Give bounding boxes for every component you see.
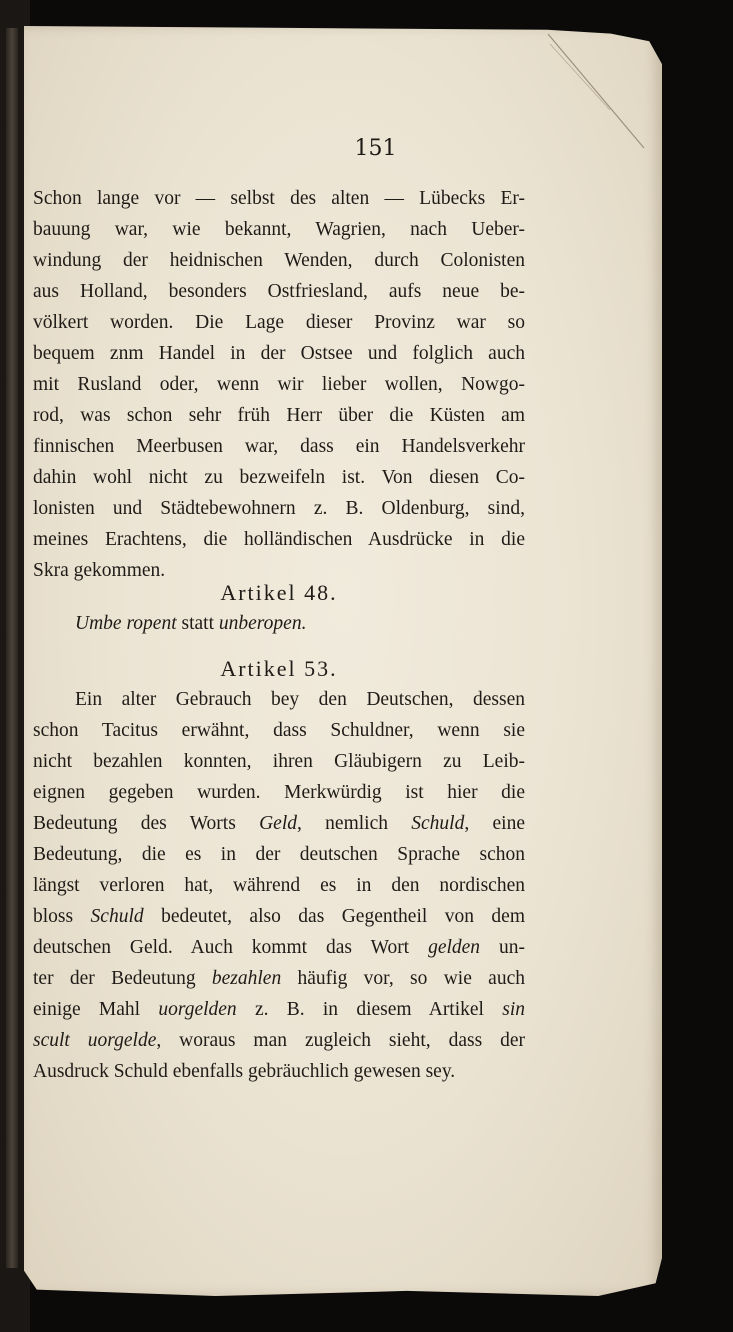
text-line: bequem znm Handel in der Ostsee und folglich auch [33,343,525,364]
text-line: mit Rusland oder, wenn wir lieber wollen, Nowgo- [33,374,525,395]
text-line: nicht bezahlen konnten, ihren Gläubigern zu Leib- [33,751,525,772]
text-span: deutschen Geld. Auch kommt das Wort [33,937,429,958]
text-line [33,608,525,639]
italic-term: Umbe ropent [75,613,177,634]
article-48-heading: Artikel 48. [220,580,338,605]
text-line: Schon lange vor — selbst des alten — Lübecks Er- [33,188,525,209]
text-line: meines Erachtens, die holländischen Ausdrücke in die [33,529,525,550]
text-span: Bedeutung des Worts [33,813,260,834]
italic-term: uorgelden [158,999,237,1020]
text-span: statt [176,613,219,634]
text-line: windung der heidnischen Wenden, durch Colonisten [33,250,525,271]
text-span: häufig vor, so wie auch [281,968,525,989]
text-span: ter der Bedeutung [33,968,212,989]
italic-term: gelden [428,937,481,958]
text-line [33,963,525,994]
article-53-body [33,684,525,1087]
text-span: bedeutet, also das Gegentheil von dem [143,906,525,927]
text-line [33,994,525,1025]
text-line: aus Holland, besonders Ostfriesland, aufs neue be- [33,281,525,302]
text-span: einige Mahl [33,999,159,1020]
text-line [33,932,525,963]
text-line: rod, was schon sehr früh Herr über die Küsten am [33,405,525,426]
text-span: , woraus man zugleich sieht, dass der [156,1030,525,1051]
text-line: dahin wohl nicht zu bezweifeln ist. Von diesen Co- [33,467,525,488]
text-line: bauung war, wie bekannt, Wagrien, nach Ueber- [33,219,525,240]
text-line: Bedeutung, die es in der deutschen Sprache schon [33,844,525,865]
text-line: eignen gegeben wurden. Merkwürdig ist hier die [33,782,525,803]
text-line: längst verloren hat, während es in den nordischen [33,875,525,896]
text-line: finnischen Meerbusen war, dass ein Handelsverkehr [33,436,525,457]
text-line: lonisten und Städtebewohnern z. B. Oldenburg, sind, [33,498,525,519]
text-line: völkert worden. Die Lage dieser Provinz war so [33,312,525,333]
page-number: 151 [354,136,397,161]
italic-term: scult uorgelde [33,1030,157,1051]
binding-shadow [6,28,18,1268]
italic-term: unberopen. [218,613,307,634]
text-line [33,808,525,839]
text-line: Ausdruck Schuld ebenfalls gebräuchlich gewesen sey. [33,1061,456,1082]
italic-term: Geld [259,813,297,834]
text-line: Skra gekommen. [33,560,166,581]
italic-term: sin [502,999,525,1020]
text-line [33,901,525,932]
article-48-body [33,608,525,639]
text-span: , nemlich [297,813,412,834]
text-line [33,1025,525,1056]
italic-term: Schuld [411,813,465,834]
article-53-heading: Artikel 53. [220,656,338,681]
text-span: , eine [464,813,525,834]
italic-term: Schuld [90,906,144,927]
text-line: Ein alter Gebrauch bey den Deutschen, dessen [75,689,525,710]
italic-term: bezahlen [211,968,282,989]
text-span: un- [480,937,525,958]
text-line: schon Tacitus erwähnt, dass Schuldner, wenn sie [33,720,525,741]
text-span: z. B. in diesem Artikel [236,999,503,1020]
text-span: bloss [33,906,91,927]
paragraph-1 [33,183,525,586]
